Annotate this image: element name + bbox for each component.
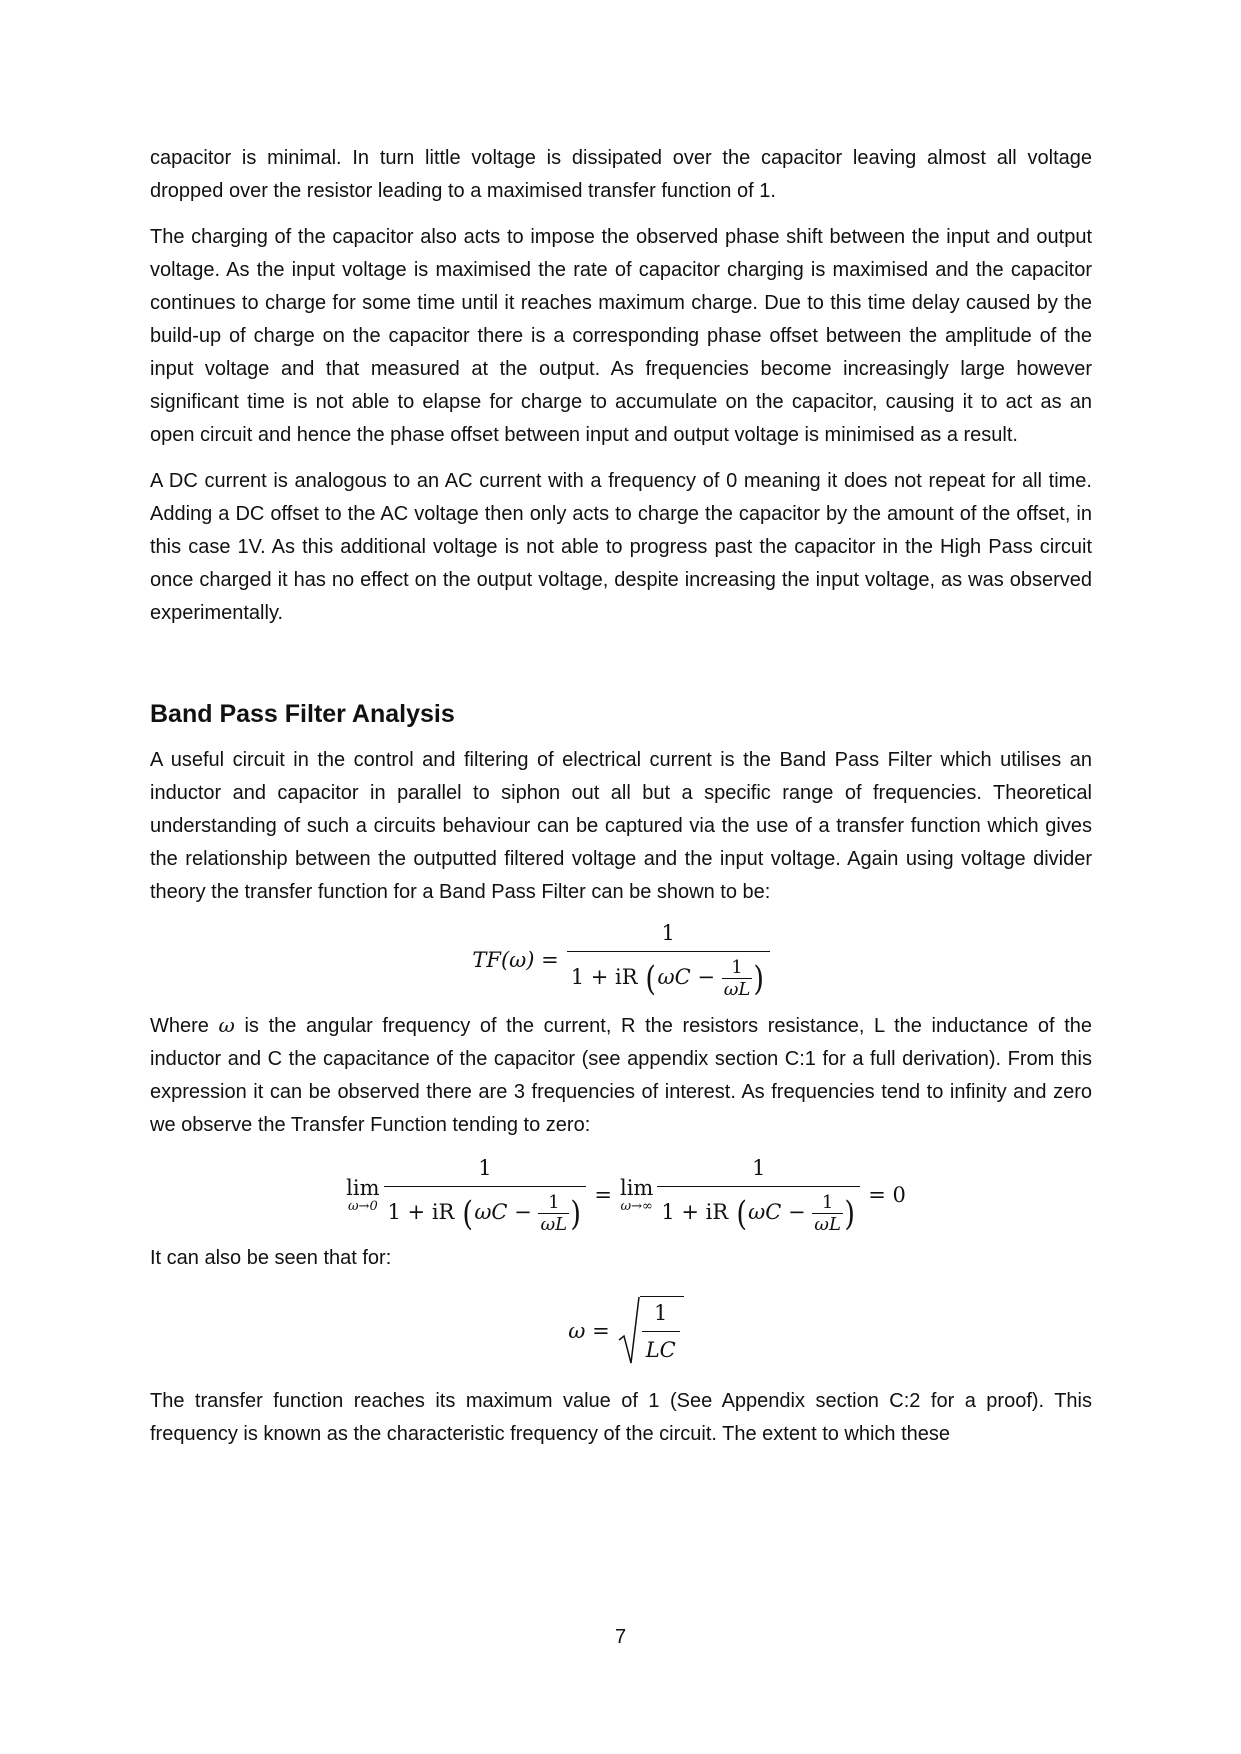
right-paren: ) (753, 958, 765, 999)
equation-limits (150, 1156, 1092, 1235)
omega-symbol: ω (218, 1013, 235, 1037)
paragraph-maximum-value: The transfer function reaches its maximum value of 1 (See Appendix section C:2 for a proof). This frequency is known as the characteristic frequency of the circuit. The extent to which these (150, 1390, 1092, 1445)
inner-denominator: ωL (814, 1214, 841, 1235)
sqrt-fraction (642, 1301, 680, 1362)
lim-label: lim (619, 1176, 654, 1200)
inner-fraction (722, 958, 753, 999)
den-prefix: 1 + iR (387, 1200, 455, 1224)
lim-subscript-zero: ω→0 (347, 1199, 378, 1214)
inner-numerator: 1 (821, 1192, 834, 1213)
sqrt-denominator: LC (642, 1331, 680, 1362)
inner-numerator: 1 (731, 957, 743, 978)
radical-sign-icon (618, 1296, 640, 1366)
paragraph-capacitor-minimal: capacitor is minimal. In turn little voltage is dissipated over the capacitor leaving almost all voltage dropped over the resistor leading to a maximised transfer function of 1. (150, 147, 1092, 202)
fraction-denominator (567, 951, 770, 999)
inner-fraction (812, 1193, 843, 1234)
sqrt-numerator: 1 (654, 1301, 668, 1325)
limit-zero (346, 1176, 379, 1214)
limit-numerator: 1 (752, 1156, 766, 1180)
page-number: 7 (614, 1626, 627, 1648)
limit-denominator (384, 1186, 587, 1234)
left-paren: ( (645, 958, 657, 999)
paragraph-dc-offset: A DC current is analogous to an AC current with a frequency of 0 meaning it does not repeat for all time. Adding a DC offset to the AC voltage then only acts to charge the capacitor by the amount of the offset, in this case 1V. As this additional voltage is not able to progress past the capacitor in the High Pass circuit once charged it has no effect on the output voltage, despite increasing the input voltage, as was observed experimentally. (150, 470, 1092, 624)
left-paren: ( (736, 1193, 747, 1234)
den-prefix: 1 + iR (661, 1200, 729, 1224)
paragraph-phase-shift: The charging of the capacitor also acts to impose the observed phase shift between the input and output voltage. As the input voltage is maximised the rate of capacitor charging is maximised and the capacitor continues to charge for some time until it reaches maximum charge. Due to this time delay caused by the build-up of charge on the capacitor there is a corresponding phase offset between the amplitude of the input voltage and that measured at the output. As frequencies become increasingly large however significant time is not able to elapse for charge to accumulate on the capacitor, causing it to act as an open circuit and hence the phase offset between input and output voltage is minimised as a result. (150, 226, 1092, 446)
limit-denominator (657, 1186, 860, 1234)
inner-fraction (538, 1193, 569, 1234)
lim-label: lim (346, 1176, 380, 1200)
right-paren: ) (844, 1193, 855, 1234)
equation-transfer-function (150, 921, 1092, 1000)
equation-lhs: TF(ω) = (472, 948, 559, 972)
equation-fraction (567, 921, 770, 999)
limit-fraction-infinity (657, 1156, 860, 1234)
wc-minus: ωC − (748, 1200, 806, 1224)
right-paren: ) (570, 1193, 582, 1234)
wc-minus: ωC − (474, 1200, 532, 1224)
inner-denominator: ωL (723, 979, 751, 1000)
paragraph-where-omega (150, 1009, 1092, 1142)
paragraph-band-pass-intro: A useful circuit in the control and filtering of electrical current is the Band Pass Filter which utilises an inductor and capacitor in parallel to siphon out all but a specific range of frequencies. Theoretical understanding of such a circuits behaviour can be captured via the use of a transfer function which gives the relationship between the outputted filtered voltage and the input voltage. Again using voltage divider theory the transfer function for a Band Pass Filter can be shown to be: (150, 749, 1092, 903)
equals-sign: = (594, 1183, 612, 1207)
lim-subscript-infinity: ω→∞ (620, 1199, 653, 1214)
equation-characteristic-frequency (150, 1293, 1092, 1369)
where-rest-text: is the angular frequency of the current, R the resistors resistance, L the inductance of the inductor and C the capacitance of the capacitor (see appendix section C:1 for a full derivation). From this expression it can be observed there are 3 frequencies of interest. As frequencies tend to infinity and zero we observe the Transfer Function tending to zero: (150, 1015, 1092, 1136)
radicand (640, 1296, 684, 1366)
equals-zero: = 0 (868, 1183, 906, 1207)
square-root (618, 1296, 684, 1366)
section-heading: Band Pass Filter Analysis (150, 700, 455, 728)
limit-infinity (620, 1176, 653, 1214)
inner-numerator: 1 (548, 1192, 560, 1213)
limit-fraction-zero (384, 1156, 587, 1234)
paragraph-also-seen: It can also be seen that for: (150, 1247, 392, 1269)
left-paren: ( (462, 1193, 473, 1234)
den-prefix: 1 + iR (570, 965, 638, 989)
where-text: Where (150, 1015, 219, 1037)
document-page (150, 142, 1092, 1451)
limit-numerator: 1 (478, 1156, 492, 1180)
omega-equals: ω = (568, 1319, 610, 1343)
fraction-numerator: 1 (661, 921, 675, 945)
wc-minus: ωC − (657, 965, 716, 989)
inner-denominator: ωL (540, 1214, 568, 1235)
